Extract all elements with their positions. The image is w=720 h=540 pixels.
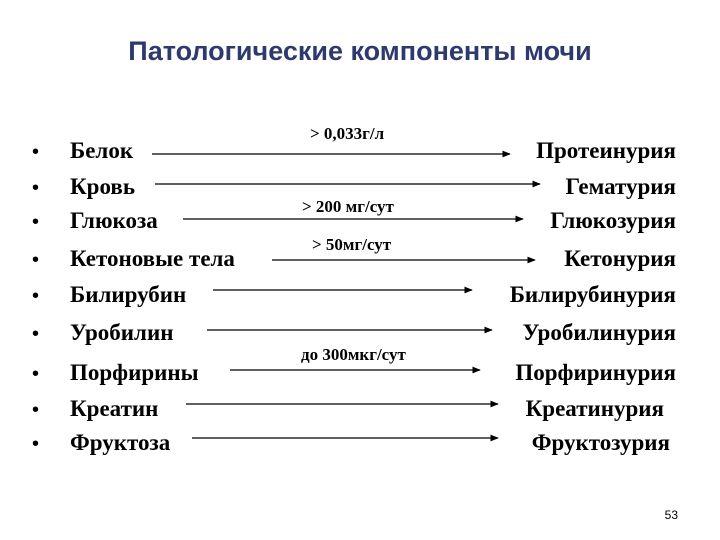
bullet: • <box>32 363 40 385</box>
condition-name: Уробилинурия <box>522 320 676 345</box>
condition-name: Протеинурия <box>536 138 676 163</box>
list-item-creatine <box>0 396 720 426</box>
bullet: • <box>32 141 40 163</box>
condition-name: Глюкозурия <box>550 208 676 233</box>
condition-name: Креатинурия <box>525 396 664 421</box>
component-name: Глюкоза <box>70 208 158 233</box>
threshold-label: > 50мг/сут <box>312 235 392 254</box>
threshold-label: > 200 мг/сут <box>302 197 394 216</box>
bullet: • <box>32 399 40 421</box>
component-name: Уробилин <box>70 320 174 345</box>
component-name: Порфирины <box>70 360 199 385</box>
condition-name: Кетонурия <box>564 246 676 271</box>
component-name: Билирубин <box>70 282 187 307</box>
list-item-bilirubin <box>0 282 720 312</box>
page-number: 53 <box>664 508 678 522</box>
condition-name: Порфиринурия <box>515 360 676 385</box>
condition-name: Гематурия <box>565 174 676 199</box>
bullet: • <box>32 323 40 345</box>
threshold-label: > 0,033г/л <box>310 124 385 143</box>
component-name: Кетоновые тела <box>70 246 235 271</box>
bullet: • <box>32 433 40 455</box>
component-name: Фруктоза <box>70 430 171 455</box>
slide-title: Патологические компоненты мочи <box>128 36 592 66</box>
bullet: • <box>32 211 40 233</box>
component-name: Белок <box>70 138 134 163</box>
list-item-fructose <box>0 430 720 460</box>
condition-name: Фруктозурия <box>531 430 670 455</box>
component-name: Креатин <box>70 396 159 421</box>
component-name: Кровь <box>70 174 135 199</box>
bullet: • <box>32 249 40 271</box>
bullet: • <box>32 177 40 199</box>
condition-name: Билирубинурия <box>509 282 676 307</box>
threshold-label: до 300мкг/сут <box>301 345 406 364</box>
bullet: • <box>32 285 40 307</box>
